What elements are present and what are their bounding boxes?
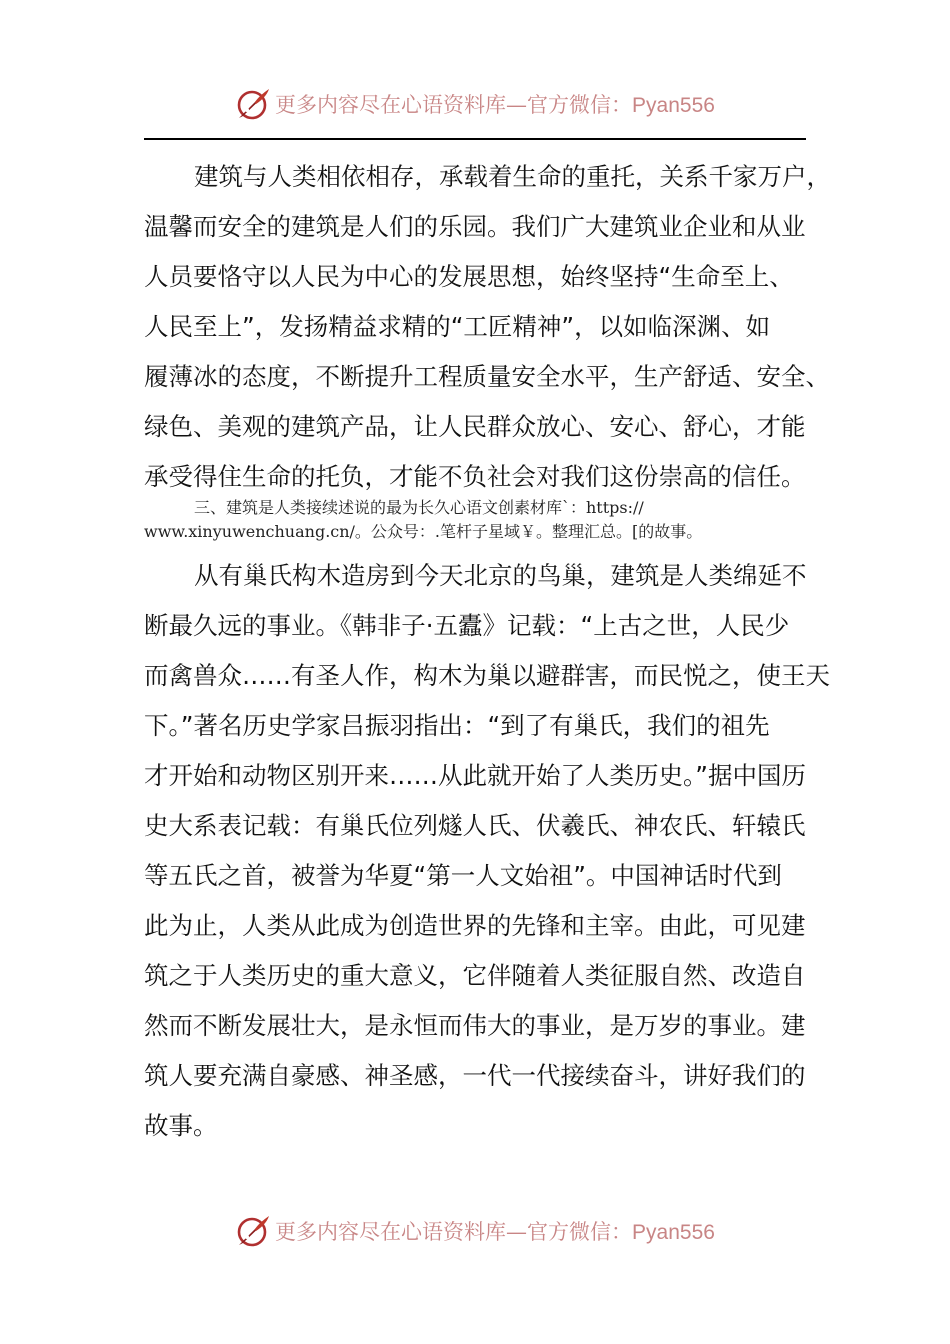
header-banner bbox=[0, 84, 950, 124]
text-line: 温馨而安全的建筑是人们的乐园。我们广大建筑业企业和从业 bbox=[144, 212, 806, 241]
banner-text: 更多内容尽在心语资料库—官方微信：Pyan556 bbox=[275, 93, 715, 117]
text-line: 筑人要充满自豪感、神圣感，一代一代接续奋斗，讲好我们的 bbox=[144, 1061, 806, 1090]
banner-text: 更多内容尽在心语资料库—官方微信：Pyan556 bbox=[275, 1220, 715, 1244]
text-line: 人员要恪守以人民为中心的发展思想，始终坚持“生命至上、 bbox=[144, 262, 794, 291]
quill-pen-logo-icon bbox=[235, 1213, 271, 1249]
text-line: 绿色、美观的建筑产品，让人民群众放心、安心、舒心，才能 bbox=[144, 412, 806, 441]
quill-pen-logo-icon bbox=[235, 86, 271, 122]
text-line: 人民至上”，发扬精益求精的“工匠精神”，以如临深渊、如 bbox=[144, 312, 771, 341]
text-line: 承受得住生命的托负，才能不负社会对我们这份崇高的信任。 bbox=[144, 462, 806, 491]
text-line: 断最久远的事业。《韩非子·五蠹》记载：“上古之世，人民少 bbox=[144, 611, 790, 640]
text-line: 然而不断发展壮大，是永恒而伟大的事业，是万岁的事业。建 bbox=[144, 1011, 806, 1040]
text-line: 下。”著名历史学家吕振羽指出：“到了有巢氏，我们的祖先 bbox=[144, 711, 770, 740]
text-line: 建筑与人类相依相存，承载着生命的重托，关系千家万户， bbox=[194, 162, 831, 191]
text-line: 筑之于人类历史的重大意义，它伴随着人类征服自然、改造自 bbox=[144, 961, 806, 990]
note-line: 三、建筑是人类接续述说的最为长久心语文创素材库`：https:// bbox=[194, 498, 644, 517]
paragraph-1 bbox=[144, 152, 831, 502]
section-heading-note bbox=[144, 496, 809, 544]
text-line: 等五氏之首，被誉为华夏“第一人文始祖”。中国神话时代到 bbox=[144, 861, 782, 890]
header-divider bbox=[144, 138, 806, 140]
text-line: 从有巢氏构木造房到今天北京的鸟巢，建筑是人类绵延不 bbox=[194, 561, 807, 590]
note-line: www.xinyuwenchuang.cn/。公众号：.笔杆子星域￥。整理汇总。[的故事。 bbox=[144, 522, 703, 541]
text-line: 史大系表记载：有巢氏位列燧人氏、伏羲氏、神农氏、轩辕氏 bbox=[144, 811, 806, 840]
text-line: 履薄冰的态度，不断提升工程质量安全水平，生产舒适、安全、 bbox=[144, 362, 830, 391]
text-line: 而禽兽众……有圣人作，构木为巢以避群害，而民悦之，使王天 bbox=[144, 661, 830, 690]
footer-banner bbox=[0, 1211, 950, 1251]
paragraph-3 bbox=[144, 551, 830, 1151]
text-line: 此为止，人类从此成为创造世界的先锋和主宰。由此，可见建 bbox=[144, 911, 806, 940]
text-line: 故事。 bbox=[144, 1111, 218, 1140]
text-line: 才开始和动物区别开来……从此就开始了人类历史。”据中国历 bbox=[144, 761, 806, 790]
